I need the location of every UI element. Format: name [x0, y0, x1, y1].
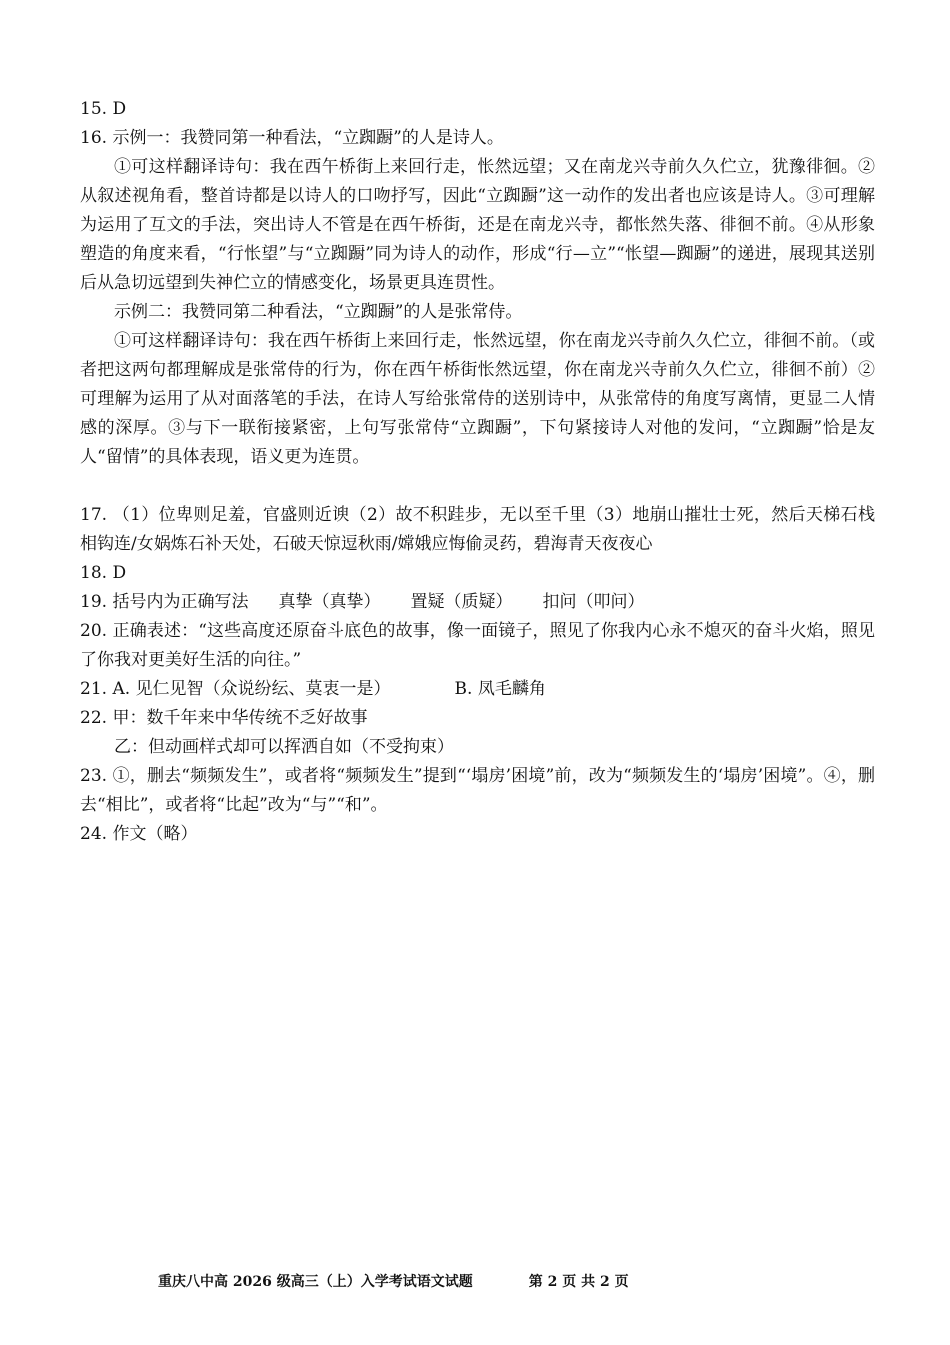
page-footer — [158, 1272, 629, 1292]
answer-15: 15. D — [80, 99, 127, 119]
footer-page-number: 第 2 页 共 2 页 — [528, 1274, 629, 1290]
answer-16-example-1-intro: 16. 示例一：我赞同第一种看法，“立踟蹰”的人是诗人。 — [80, 128, 504, 148]
answer-19-item-1: 真挚（真挚） — [278, 592, 381, 612]
answer-21-part-a: 21. A. 见仁见智（众说纷纭、莫衷一是） — [80, 679, 391, 699]
answer-sheet — [80, 95, 875, 849]
answer-16-example-2-intro: 示例二：我赞同第二种看法，“立踟蹰”的人是张常侍。 — [114, 302, 523, 322]
answer-20: 20. 正确表述：“这些高度还原奋斗底色的故事，像一面镜子，照见了你我内心永不熄灭的奋斗火焰，照见了你我对更美好生活的向往。” — [80, 621, 875, 670]
answer-22-line-2: 乙：但动画样式却可以挥洒自如（不受拘束） — [114, 737, 454, 757]
answer-19-item-3: 扣问（叩问） — [542, 592, 645, 612]
answer-23: 23. ①，删去“频频发生”，或者将“频频发生”提到“‘塌房’困境”前，改为“频频发生的‘塌房’困境”。④，删去“相比”，或者将“比起”改为“与”“和”。 — [80, 766, 875, 815]
answer-19 — [80, 588, 875, 617]
answer-19-label: 19. 括号内为正确写法 — [80, 592, 249, 612]
answer-19-item-2: 置疑（质疑） — [410, 592, 513, 612]
answer-16-example-2-body: ①可这样翻译诗句：我在西午桥街上来回行走，怅然远望，你在南龙兴寺前久久伫立，徘徊不前。（或者把这两句都理解成是张常侍的行为，你在西午桥街怅然远望，你在南龙兴寺前久久伫立，徘徊不前）②可理解为运用了从对面落笔的手法，在诗人写给张常侍的送别诗中，从张常侍的角度写离情，更显二人情感的深厚。③与下一联衔接紧密，上句写张常侍“立踟蹰”，下句紧接诗人对他的发问，“立踟蹰”恰是友人“留情”的具体表现，语义更为连贯。 — [80, 331, 875, 467]
answer-24: 24. 作文（略） — [80, 824, 198, 844]
answer-17: 17. （1）位卑则足羞，官盛则近谀（2）故不积跬步，无以至千里（3）地崩山摧壮士死，然后天梯石栈相钩连/女娲炼石补天处，石破天惊逗秋雨/嫦娥应悔偷灵药，碧海青天夜夜心 — [80, 505, 875, 554]
answer-21 — [80, 675, 875, 704]
answer-22-line-1: 22. 甲：数千年来中华传统不乏好故事 — [80, 708, 368, 728]
answer-21-part-b: B. 凤毛麟角 — [454, 679, 546, 699]
answer-16-example-1-body: ①可这样翻译诗句：我在西午桥街上来回行走，怅然远望；又在南龙兴寺前久久伫立，犹豫徘徊。②从叙述视角看，整首诗都是以诗人的口吻抒写，因此“立踟蹰”这一动作的发出者也应该是诗人。③可理解为运用了互文的手法，突出诗人不管是在西午桥街，还是在南龙兴寺，都怅然失落、徘徊不前。④从形象塑造的角度来看，“行怅望”与“立踟蹰”同为诗人的动作，形成“行—立”“怅望—踟蹰”的递进，展现其送别后从急切远望到失神伫立的情感变化，场景更具连贯性。 — [80, 157, 875, 293]
footer-title: 重庆八中高 2026 级高三（上）入学考试语文试题 — [158, 1274, 473, 1290]
answer-18: 18. D — [80, 563, 127, 583]
